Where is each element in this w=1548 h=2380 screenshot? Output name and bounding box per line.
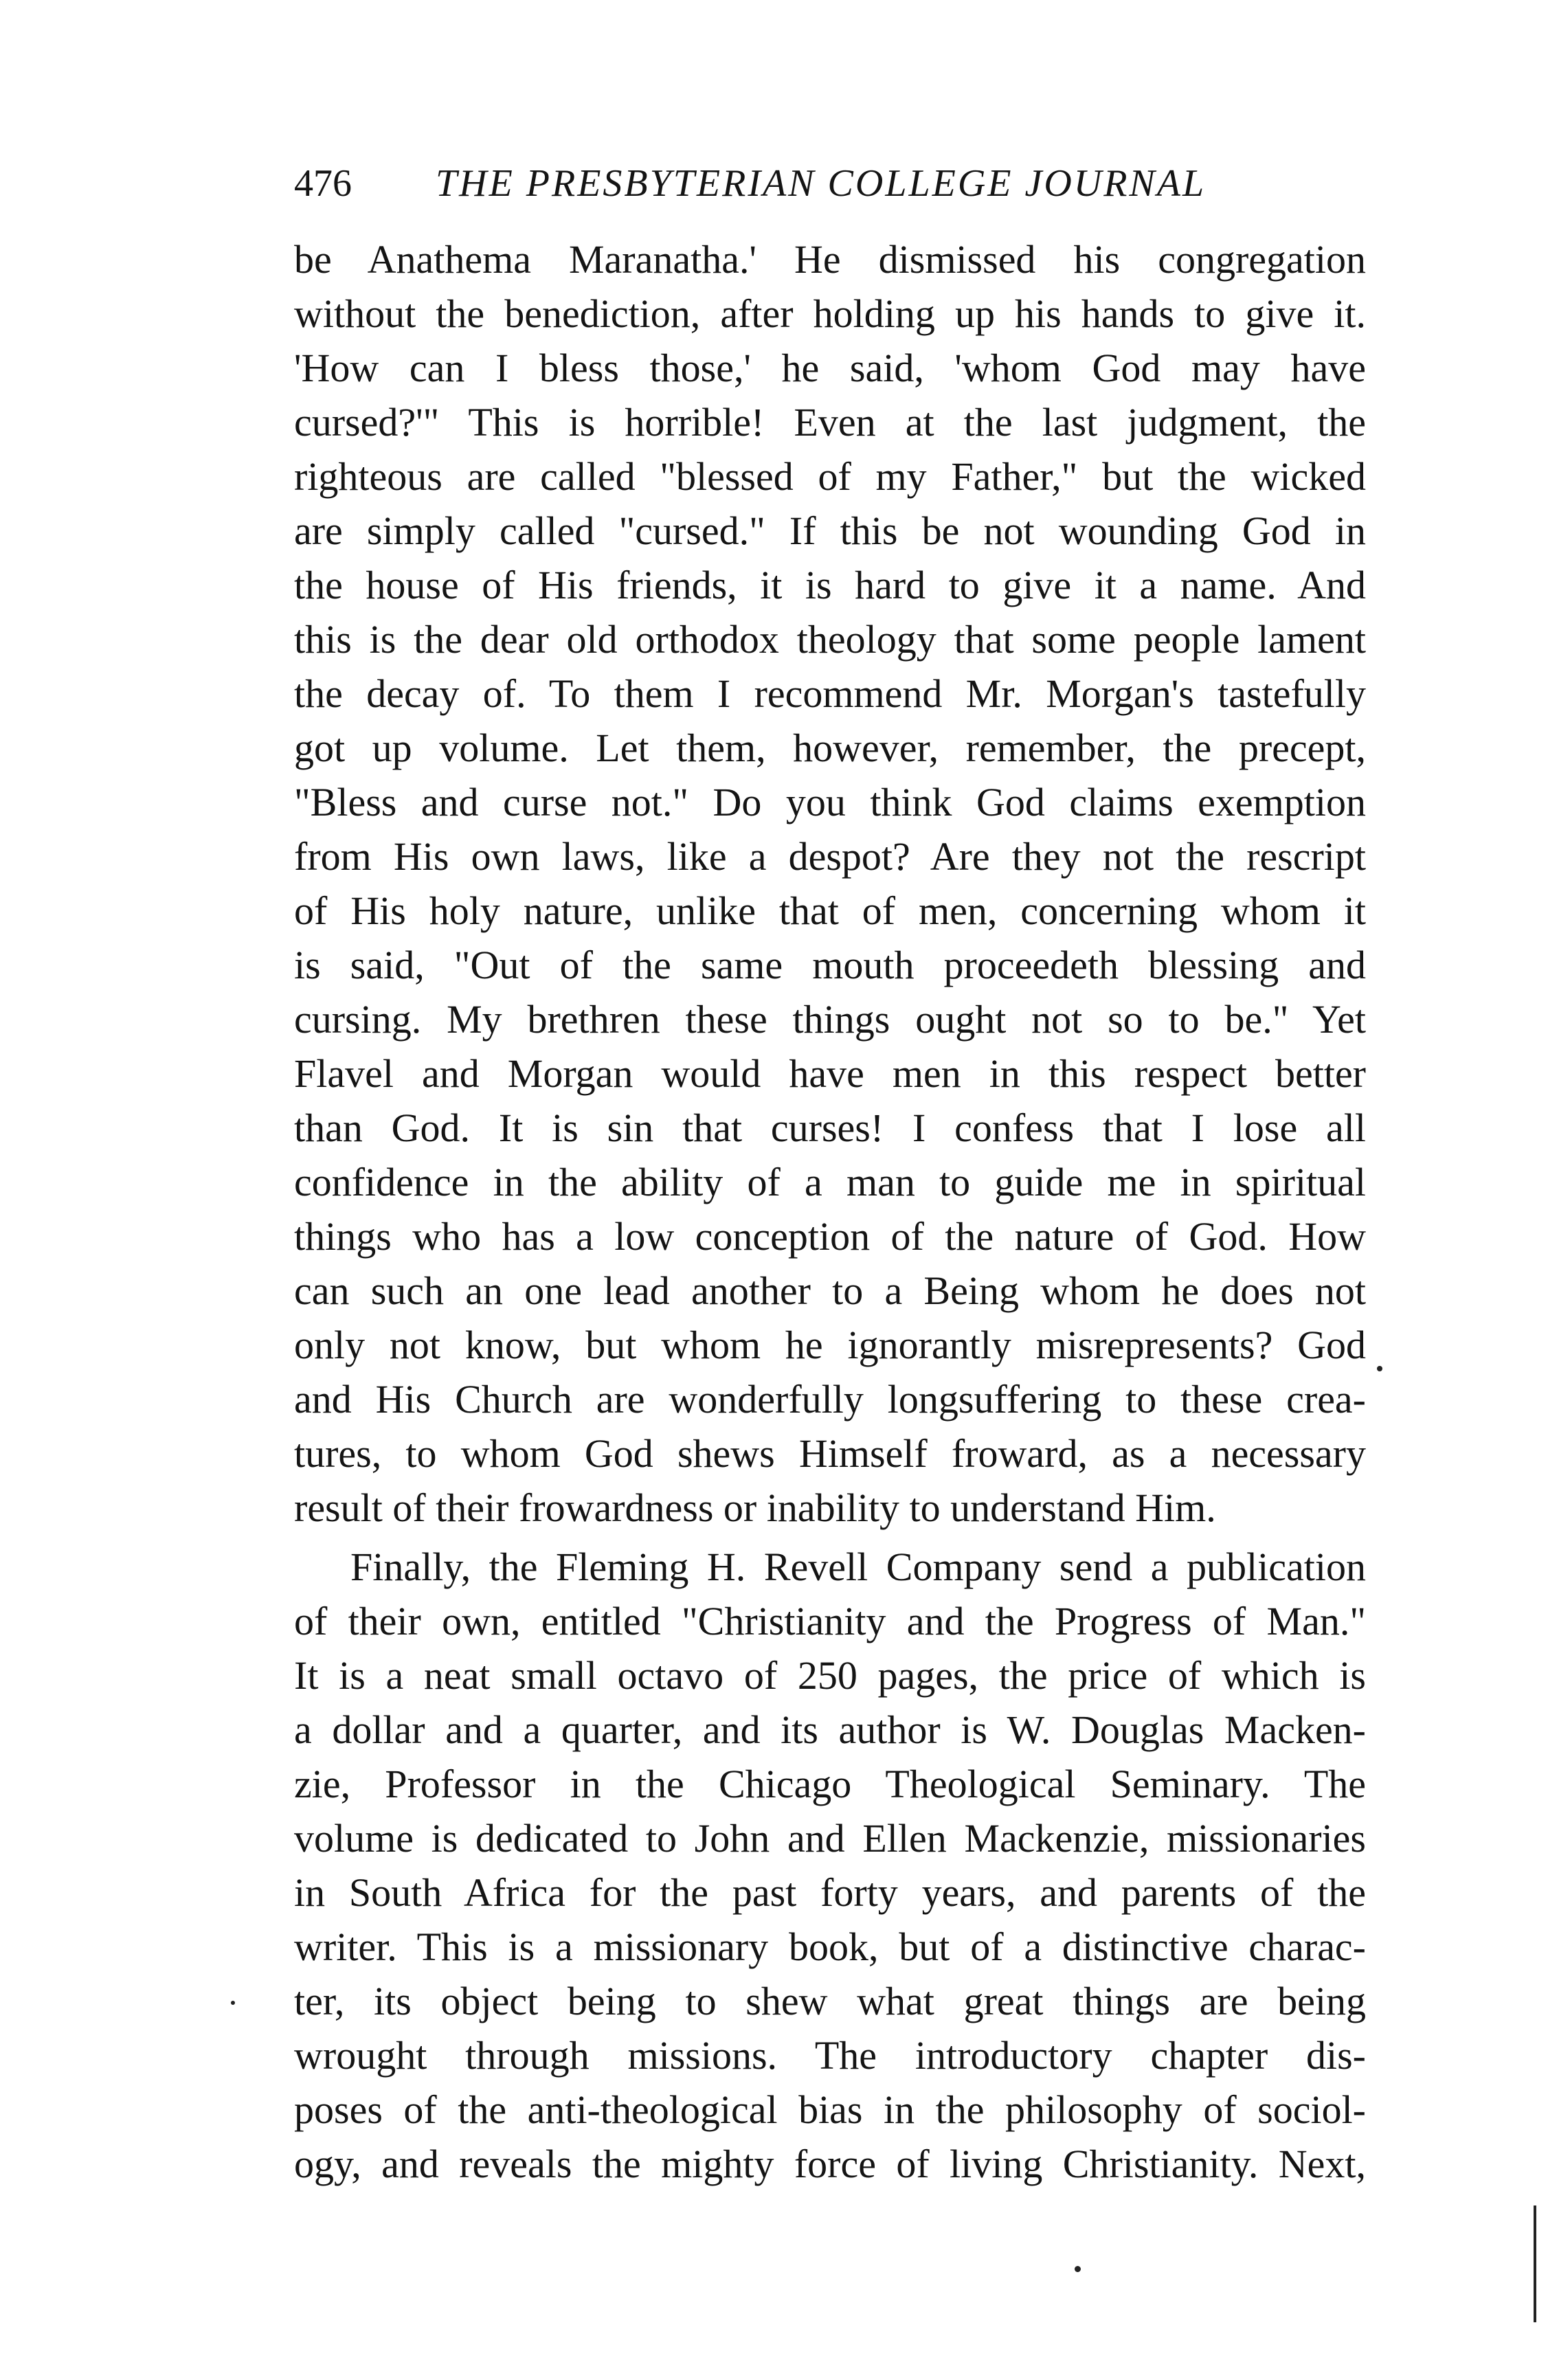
text-line: things who has a low conception of the nature of God. How xyxy=(294,1214,1366,1259)
scan-edge-mark xyxy=(1534,2205,1536,2322)
text-line: tures, to whom God shews Himself froward, as a necessary xyxy=(294,1431,1366,1476)
text-line: without the benediction, after holding up his hands to give it. xyxy=(294,291,1366,336)
text-line: from His own laws, like a despot? Are they not the rescript xyxy=(294,834,1366,879)
text-line: ogy, and reveals the mighty force of living Christianity. Next, xyxy=(294,2142,1366,2186)
text-line: be Anathema Maranatha.' He dismissed his congregation xyxy=(294,237,1366,282)
scan-speck xyxy=(1377,1366,1382,1371)
text-line: only not know, but whom he ignorantly misrepresents? God xyxy=(294,1323,1366,1367)
text-line: poses of the anti-theological bias in the philosophy of sociol- xyxy=(294,2087,1366,2132)
text-line: this is the dear old orthodox theology that some people lament xyxy=(294,617,1366,662)
text-line: writer. This is a missionary book, but of a distinctive charac- xyxy=(294,1924,1366,1969)
article-body xyxy=(294,232,1366,2191)
text-line: of their own, entitled "Christianity and the Progress of Man." xyxy=(294,1599,1366,1643)
text-line: can such an one lead another to a Being whom he does not xyxy=(294,1268,1366,1313)
text-line: cursed?'" This is horrible! Even at the last judgment, the xyxy=(294,400,1366,445)
text-line: is said, "Out of the same mouth proceedeth blessing and xyxy=(294,943,1366,987)
paragraph xyxy=(294,232,1366,1535)
page-number: 476 xyxy=(294,162,352,205)
text-line: than God. It is sin that curses! I confess that I lose all xyxy=(294,1105,1366,1150)
scan-speck xyxy=(1075,2266,1081,2272)
text-line: "Bless and curse not." Do you think God claims exemption xyxy=(294,780,1366,824)
text-line: Flavel and Morgan would have men in this respect better xyxy=(294,1051,1366,1096)
text-line: righteous are called "blessed of my Father," but the wicked xyxy=(294,454,1366,499)
text-line: volume is dedicated to John and Ellen Mackenzie, missionaries xyxy=(294,1816,1366,1861)
text-line: zie, Professor in the Chicago Theological Seminary. The xyxy=(294,1762,1366,1806)
text-line: wrought through missions. The introductory chapter dis- xyxy=(294,2033,1366,2078)
text-line: are simply called "cursed." If this be not wounding God in xyxy=(294,508,1366,553)
scan-speck xyxy=(231,2001,235,2005)
text-line: the decay of. To them I recommend Mr. Morgan's tastefully xyxy=(294,671,1366,716)
running-header xyxy=(294,153,1366,214)
paragraph xyxy=(294,1540,1366,2191)
text-line: It is a neat small octavo of 250 pages, the price of which is xyxy=(294,1653,1366,1698)
text-line: the house of His friends, it is hard to give it a name. And xyxy=(294,563,1366,607)
running-head-title: THE PRESBYTERIAN COLLEGE JOURNAL xyxy=(436,162,1207,205)
text-line: Finally, the Fleming H. Revell Company send a publication xyxy=(350,1545,1366,1589)
paragraph-gap xyxy=(294,1535,1366,1540)
text-line: a dollar and a quarter, and its author is W. Douglas Macken- xyxy=(294,1707,1366,1752)
text-line: confidence in the ability of a man to guide me in spiritual xyxy=(294,1160,1366,1204)
text-line: result of their frowardness or inability to understand Him. xyxy=(294,1485,1216,1530)
text-line: 'How can I bless those,' he said, 'whom God may have xyxy=(294,346,1366,390)
text-line: got up volume. Let them, however, remember, the precept, xyxy=(294,726,1366,770)
text-line: ter, its object being to shew what great things are being xyxy=(294,1979,1366,2023)
text-line: cursing. My brethren these things ought not so to be." Yet xyxy=(294,997,1366,1042)
text-line: and His Church are wonderfully longsuffering to these crea- xyxy=(294,1377,1366,1422)
text-line: of His holy nature, unlike that of men, concerning whom it xyxy=(294,888,1366,933)
text-line: in South Africa for the past forty years, and parents of the xyxy=(294,1870,1366,1915)
